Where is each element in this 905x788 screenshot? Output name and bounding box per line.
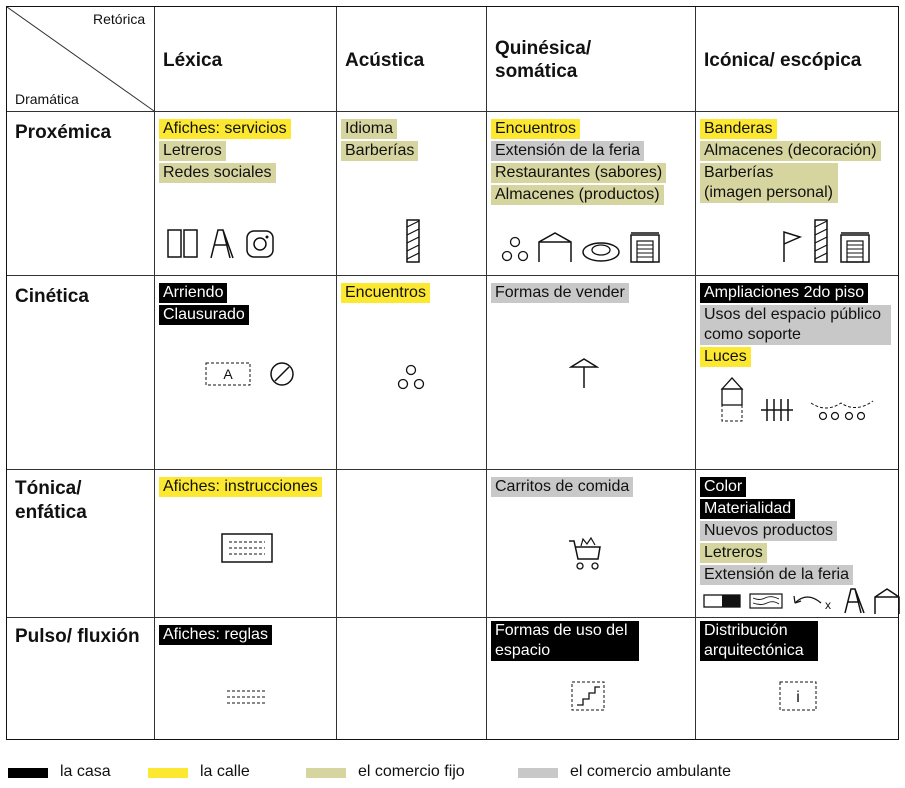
icons-tonica-quinesica xyxy=(567,535,603,571)
cell-proxemica-iconica xyxy=(700,119,895,205)
icons-proxemica-iconica xyxy=(781,219,871,263)
row-divider xyxy=(7,469,898,470)
tag: Extensión de la feria xyxy=(491,141,644,161)
cell-cinetica-quinesica xyxy=(491,283,695,305)
tag: Distribución arquitectónica xyxy=(700,621,818,661)
row-header-tonica: Tónica/ enfática xyxy=(15,478,87,523)
cell-proxemica-lexica xyxy=(159,119,331,185)
corner-label-dramatica: Dramática xyxy=(15,91,79,107)
food-cart-icon xyxy=(567,535,603,571)
closed-prohibited-icon xyxy=(269,361,295,387)
rules-lines-icon xyxy=(225,687,267,707)
stairs-icon xyxy=(571,681,605,711)
cell-proxemica-quinesica xyxy=(491,119,695,207)
row-header-cinetica: Cinética xyxy=(15,286,89,307)
tent-icon xyxy=(537,231,573,263)
color-swatch-icon xyxy=(703,593,741,609)
tag: Idioma xyxy=(341,119,397,139)
barber-pole-icon xyxy=(405,219,421,263)
info-i-text: i xyxy=(796,689,800,706)
cell-pulso-lexica xyxy=(159,625,331,647)
tag: Barberías (imagen personal) xyxy=(700,163,838,203)
umbrella-stall-icon xyxy=(569,355,599,389)
icons-tonica-lexica xyxy=(221,533,273,563)
icons-pulso-iconica xyxy=(779,681,817,711)
matrix-table xyxy=(6,6,899,740)
legend xyxy=(0,762,905,784)
sign-easel-icon xyxy=(843,588,865,614)
tag: Carritos de comida xyxy=(491,477,633,497)
corner-label-retorica: Retórica xyxy=(93,11,146,27)
barber-pole-icon xyxy=(813,219,829,263)
tag: Almacenes (productos) xyxy=(491,185,664,205)
tag: Redes sociales xyxy=(159,163,276,183)
tag: Afiches: servicios xyxy=(159,119,291,139)
cell-proxemica-acustica xyxy=(341,119,486,163)
tag: Nuevos productos xyxy=(700,521,837,541)
icons-tonica-iconica xyxy=(703,587,901,615)
col-divider xyxy=(154,7,155,739)
col-divider xyxy=(486,7,487,739)
tag: Encuentros xyxy=(491,119,580,139)
instructions-poster-icon xyxy=(221,533,273,563)
info-board-icon xyxy=(779,681,817,711)
icons-proxemica-quinesica xyxy=(501,229,661,263)
cell-cinetica-iconica xyxy=(700,283,895,369)
double-panel-icon xyxy=(167,229,199,259)
cell-tonica-quinesica xyxy=(491,477,695,499)
tag: Color xyxy=(700,477,746,497)
icons-proxemica-acustica xyxy=(405,219,421,263)
tag: Clausurado xyxy=(159,305,249,325)
icons-proxemica-lexica xyxy=(167,229,275,259)
icons-cinetica-iconica xyxy=(719,375,875,423)
tag: Luces xyxy=(700,347,751,367)
col-divider xyxy=(336,7,337,739)
icons-cinetica-acustica xyxy=(397,363,425,391)
col-header-iconica: Icónica/ escópica xyxy=(704,50,862,71)
legend-swatch-fijo xyxy=(306,768,346,778)
cell-pulso-iconica xyxy=(700,621,840,663)
instagram-icon xyxy=(245,229,275,259)
tag: Encuentros xyxy=(341,283,430,303)
legend-label-calle: la calle xyxy=(200,763,250,780)
storefront-icon xyxy=(629,229,661,263)
cell-pulso-quinesica xyxy=(491,621,671,663)
icons-cinetica-lexica xyxy=(205,361,295,387)
tag: Formas de vender xyxy=(491,283,629,303)
tent-icon xyxy=(873,587,901,615)
flag-icon xyxy=(781,229,803,263)
row-header-proxemica: Proxémica xyxy=(15,122,112,143)
legend-swatch-calle xyxy=(148,768,188,778)
tag: Usos del espacio público como soporte xyxy=(700,305,891,345)
cell-tonica-iconica xyxy=(700,477,895,587)
tag: Restaurantes (sabores) xyxy=(491,163,666,183)
tag: Ampliaciones 2do piso xyxy=(700,283,868,303)
legend-label-casa: la casa xyxy=(60,763,111,780)
tag: Banderas xyxy=(700,119,777,139)
tag: Formas de uso del espacio xyxy=(491,621,639,661)
col-header-acustica: Acústica xyxy=(345,50,425,71)
second-floor-extension-icon xyxy=(719,375,745,423)
sign-easel-icon xyxy=(209,229,235,259)
icons-pulso-lexica xyxy=(225,687,267,707)
cell-cinetica-lexica xyxy=(159,283,331,327)
exchange-arrow-icon xyxy=(791,591,835,611)
cell-cinetica-acustica xyxy=(341,283,486,305)
tag: Letreros xyxy=(700,543,767,563)
food-plate-icon xyxy=(581,239,621,263)
cell-tonica-lexica xyxy=(159,477,335,499)
tag: Barberías xyxy=(341,141,418,161)
legend-swatch-ambulante xyxy=(518,768,558,778)
col-header-lexica: Léxica xyxy=(163,50,223,71)
tag: Afiches: instrucciones xyxy=(159,477,322,497)
row-header-pulso: Pulso/ fluxión xyxy=(15,626,140,647)
storefront-icon xyxy=(839,229,871,263)
col-header-quinesica: Quinésica/ somática xyxy=(495,38,592,82)
people-group-icon xyxy=(397,363,425,391)
legend-label-ambulante: el comercio ambulante xyxy=(570,763,731,780)
tag: Arriendo xyxy=(159,283,227,303)
poster-a-text: A xyxy=(223,366,233,382)
posts-fence-icon xyxy=(759,397,795,423)
tag: Almacenes (decoración) xyxy=(700,141,881,161)
poster-a-icon xyxy=(205,362,251,386)
icons-cinetica-quinesica xyxy=(569,355,599,389)
tag: Letreros xyxy=(159,141,226,161)
row-divider xyxy=(7,617,898,618)
legend-label-fijo: el comercio fijo xyxy=(358,763,465,780)
people-group-icon xyxy=(501,235,529,263)
tag: Extensión de la feria xyxy=(700,565,853,585)
icons-pulso-quinesica xyxy=(571,681,605,711)
col-divider xyxy=(695,7,696,739)
material-wood-icon xyxy=(749,592,783,610)
tag: Afiches: reglas xyxy=(159,625,272,645)
close-x-text: x xyxy=(825,598,831,611)
string-lights-icon xyxy=(809,397,875,423)
row-divider xyxy=(7,275,898,276)
legend-swatch-casa xyxy=(8,768,48,778)
tag: Materialidad xyxy=(700,499,795,519)
